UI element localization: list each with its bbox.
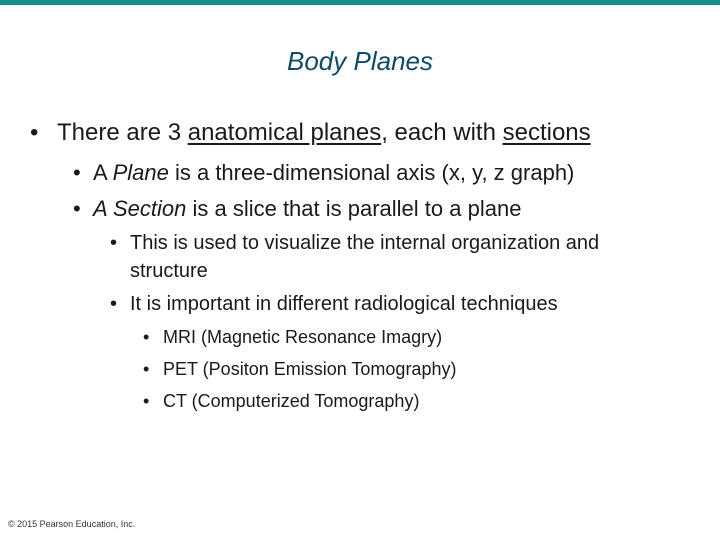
bullet-dot: • <box>143 327 150 347</box>
bullet-text: This is used to visualize the internal organization and <box>130 232 600 254</box>
italic-term-plane: Plane <box>112 160 169 185</box>
bullet-text: structure <box>130 260 208 282</box>
bullet-text: is a slice that is parallel to a plane <box>186 196 522 221</box>
bullet-text: A <box>93 160 113 185</box>
bullet-level3-visualize <box>110 232 599 255</box>
italic-term-section: A Section <box>93 196 187 221</box>
bullet-level3-visualize-continued <box>130 260 208 283</box>
bullet-dot: • <box>143 391 150 411</box>
bullet-dot: • <box>143 359 150 379</box>
bullet-text: is a three-dimensional axis (x, y, z graph) <box>168 160 575 185</box>
bullet-text: PET (Positon Emission Tomography) <box>163 359 457 379</box>
bullet-text: CT (Computerized Tomography) <box>163 391 420 411</box>
underlined-term-anatomical-planes: anatomical planes <box>187 119 382 146</box>
bullet-text: , each with <box>381 119 503 146</box>
bullet-text: It is important in different radiological techniques <box>130 293 558 315</box>
bullet-dot: • <box>73 160 81 185</box>
bullet-dot: • <box>73 196 81 221</box>
bullet-level3-radiological <box>110 293 558 316</box>
copyright-footer: © 2015 Pearson Education, Inc. <box>8 519 136 529</box>
bullet-text: There are 3 <box>57 119 188 146</box>
bullet-text: MRI (Magnetic Resonance Imagry) <box>163 327 443 347</box>
slide-title: Body Planes <box>287 46 433 76</box>
bullet-level2-plane <box>73 160 574 186</box>
bullet-level4-pet <box>143 359 456 380</box>
bullet-dot: • <box>30 119 39 146</box>
bullet-dot: • <box>110 232 118 254</box>
bullet-dot: • <box>110 293 118 315</box>
bullet-level1 <box>30 119 591 147</box>
underlined-term-sections: sections <box>502 119 591 146</box>
bullet-level2-section <box>73 196 521 222</box>
top-accent-bar <box>0 0 720 5</box>
bullet-level4-mri <box>143 327 442 348</box>
bullet-level4-ct <box>143 391 419 412</box>
